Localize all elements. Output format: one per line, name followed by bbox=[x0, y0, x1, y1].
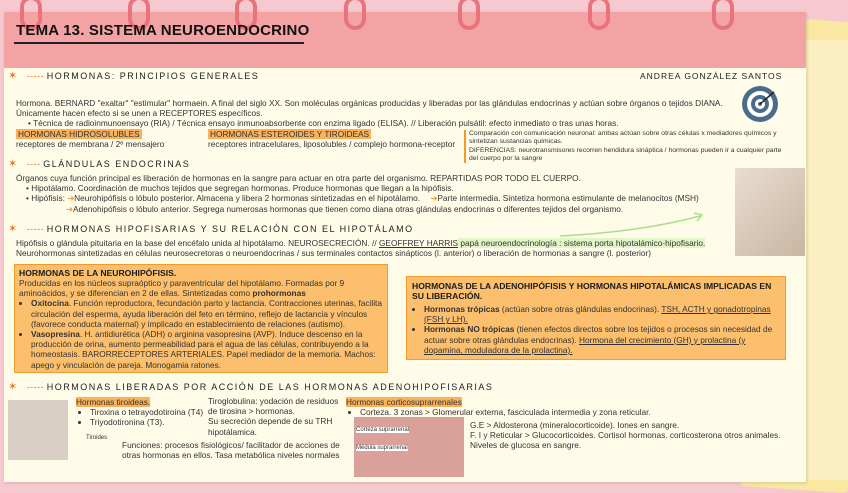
dash-decoration: - - - - - bbox=[26, 382, 43, 392]
hipofisis-line: Neurohormonas sintetizadas en células neurosecretoras o neuroendocrinas / sus terminales contactos sinápticos (l. anterior) o liberación de hormonas a sangre (l. posterior) bbox=[16, 248, 652, 259]
dash-decoration: - - - - bbox=[26, 159, 40, 169]
star-icon: ✶ bbox=[8, 70, 19, 82]
glandulas-text bbox=[16, 173, 736, 214]
comparison-text: Comparación con comunicación neuronal: ambas actúan sobre otras células x mediadores químicos y sintetizan sustancias químicas. bbox=[469, 130, 777, 146]
tiroglobulina-block: Tiroglobulina: yodación de residuos de tirosina > hormonas. Su secreción depende de su TRH hipotálamica. bbox=[208, 396, 339, 437]
binder-ring bbox=[344, 0, 366, 30]
cortico-block: Hormonas corticosuprarrenales • Corteza. 3 zonas > Glomerular externa, fasciculada intermedia y zona reticular. bbox=[346, 397, 786, 417]
oxitocina-label: Oxitocina bbox=[31, 298, 69, 309]
section-hipofisarias bbox=[8, 222, 414, 235]
intro-bullet: • Técnica de radioinmunoensayo (RIA) / Técnica ensayo inmunoabsorbente con enzima ligado (ELISA). // Liberación pulsátil: efecto inmediato o tras unas horas. bbox=[28, 118, 619, 129]
star-icon: ✶ bbox=[8, 158, 19, 170]
hidro-text: receptores de membrana / 2º mensajero bbox=[16, 139, 165, 150]
section-title: GLÁNDULAS ENDOCRINAS bbox=[43, 159, 191, 169]
header-band bbox=[4, 12, 806, 68]
arrow-icon: ➜ bbox=[66, 203, 73, 214]
star-icon: ✶ bbox=[8, 223, 19, 235]
adeno-body: • Hormonas trópicas (actúan sobre otras glándulas endocrinas). TSH, ACTH y gonadotropinas (FSH y LH). • Hormonas NO trópicas (tienen efectos directos sobre los tejidos o procesos sin necesidad de actuar sobre otras glándulas endocrinas). Hormona del crecimiento (GH) y prolactina (y dopamina, moduladora de la prolactina). bbox=[412, 304, 780, 355]
intro-line: Únicamente hacen efecto si se unen a RECEPTORES específicos. bbox=[16, 108, 263, 119]
target-icon bbox=[742, 86, 778, 122]
glandulas-subbullet: ➜Adenohipófisis o lóbulo anterior. Segrega numerosas hormonas que tienen como diana otras glándulas endocrinas o diferentes tejidos del organismo. bbox=[66, 203, 624, 214]
intro-line: Técnica de radioinmunoensayo (RIA) / Técnica ensayo inmunoabsorbente con enzima ligado (ELISA). // Liberación pulsátil: efecto inmediato o tras unas horas. bbox=[33, 118, 619, 129]
page-title: TEMA 13. SISTEMA NEUROENDOCRINO bbox=[16, 22, 310, 39]
harris-name: GEOFFREY HARRIS bbox=[378, 238, 459, 248]
section-title: HORMONAS: PRINCIPIOS GENERALES bbox=[46, 71, 260, 81]
intro-text bbox=[16, 98, 736, 129]
section-glandulas bbox=[8, 157, 190, 170]
ester-text: receptores intracelulares, liposolubles / complejo hormona-receptor bbox=[208, 139, 456, 150]
comparison-note bbox=[464, 130, 789, 163]
glandulas-intro: Órganos cuya función principal es liberación de hormonas en la sangre para actuar en otra parte del organismo. REPARTIDAS POR TODO EL CUERPO. bbox=[16, 173, 581, 183]
thyroid-image: Tiroides bbox=[8, 400, 68, 460]
hipofisis-text bbox=[16, 238, 736, 258]
binder-ring bbox=[588, 0, 610, 30]
section-principios bbox=[8, 69, 259, 82]
funciones-text: Funciones: procesos fisiológicos/ facilitador de acciones de otras hormonas en ellos. Tasa metabólica niveles normales bbox=[122, 440, 340, 461]
neuro-body: Producidas en los núcleos supraóptico y paraventricular del hipotálamo. Formadas por 9 aminoácidos, y se diferencian en 2 de ellas. Sintetizadas como prohormonas • Oxitocina. Función reproductora, fecundación parto y lactancia. Contracciones uterinas, facilita circulación del esperma, ayuda liberación del feto en término, reflejo de lactancia y vínculos (favorece conducta maternal) y implicado en establecimiento de relaciones (autismo). • Vasopresina. H. antidiurética (ADH) o arginina vasopresina (AVP). Induce descenso en la producción de orina, aumento permeabilidad para el agua de las células, contribuyendo a la homeostasis. BARORRECEPTORES ARTERIALES. Papel mediador de la memoria. Machos: apego y vinculación de pareja. Monogamia ratones. bbox=[19, 278, 383, 370]
dash-decoration: - - - - - bbox=[26, 224, 43, 234]
ester-label: HORMONAS ESTEROIDES Y TIROIDEAS bbox=[210, 129, 370, 139]
cortico-details: G.E > Aldosterona (mineralocorticoide). Iones en sangre. F. I y Reticular > Glucocorticoides. Cortisol hormonas. corticosterona otros animales. Niveles de glucosa en sangre. bbox=[470, 420, 781, 451]
intro-line: Hormona. BERNARD "exaltar" "estimular" hormaein. A final del siglo XX. Son moléculas orgánicas producidas y liberadas por las glándulas endocrinas y actúan sobre órganos o tejidos DIANA. bbox=[16, 98, 723, 108]
glandulas-bullet: • Hipotálamo. Coordinación de muchos tejidos que segregan hormonas. Produce hormonas que llegan a la hipófisis. bbox=[26, 183, 454, 194]
star-icon: ✶ bbox=[8, 381, 19, 393]
adrenal-image: Corteza suprarrenal Médula suprarrenal bbox=[354, 417, 464, 477]
binder-ring bbox=[712, 0, 734, 30]
hipofisis-line: Hipófisis o glándula pituitaria en la base del encéfalo unida al hipotálamo. NEUROSECRECIÓN. // GEOFFREY HARRIS papá neuroendocrinología : sistema porta hipotalámico-hipofisario. bbox=[16, 238, 706, 248]
hidro-block bbox=[16, 129, 164, 149]
neurohipofisis-box bbox=[14, 264, 388, 373]
arrow-icon: ➜ bbox=[430, 193, 438, 204]
arrow-icon bbox=[560, 210, 710, 240]
tiroideas-block: Hormonas tiroideas. • Tiroxina o tetrayodotiroina (T4) • Triyodotironina (T3). bbox=[76, 397, 206, 428]
section-title: HORMONAS LIBERADAS POR ACCIÓN DE LAS HORMONAS ADENOHIPOFISARIAS bbox=[46, 382, 494, 392]
cortico-label: Hormonas corticosuprarrenales bbox=[346, 397, 462, 407]
glandulas-bullet: • Hipófisis: ➜Neurohipófisis o lóbulo posterior. Almacena y libera 2 hormonas sintetizadas en el hipotálamo. ➜Parte intermedia. Sintetiza hormona estimulante de melanocitos (MSH) bbox=[26, 193, 699, 204]
author-name: ANDREA GONZÁLEZ SANTOS bbox=[640, 71, 783, 81]
hidro-label: HORMONAS HIDROSOLUBLES bbox=[18, 129, 140, 139]
vasopresina-label: Vasopresina bbox=[31, 329, 80, 340]
arrow-icon: ➜ bbox=[67, 193, 75, 204]
ester-block bbox=[208, 129, 455, 149]
section-liberadas bbox=[8, 380, 493, 393]
binder-ring bbox=[458, 0, 480, 30]
dash-decoration: - - - - - bbox=[26, 71, 43, 81]
section-title: HORMONAS HIPOFISARIAS Y SU RELACIÓN CON EL HIPOTÁLAMO bbox=[46, 224, 414, 234]
differences-text: DIFERENCIAS: neurotransmisores recorren hendidura sináptica / hormonas pueden ir a cualquier parte del cuerpo por la sangre bbox=[469, 146, 782, 162]
neuro-title: HORMONAS DE LA NEUROHIPÓFISIS. bbox=[19, 268, 177, 278]
adeno-title: HORMONAS DE LA ADENOHIPÓFISIS Y HORMONAS HIPOTALÁMICAS IMPLICADAS EN SU LIBERACIÓN. bbox=[412, 281, 772, 301]
adenohipofisis-box bbox=[406, 276, 786, 360]
tiroideas-label: Hormonas tiroideas. bbox=[76, 397, 151, 407]
mother-child-photo bbox=[735, 168, 805, 256]
title-underline bbox=[14, 42, 304, 44]
